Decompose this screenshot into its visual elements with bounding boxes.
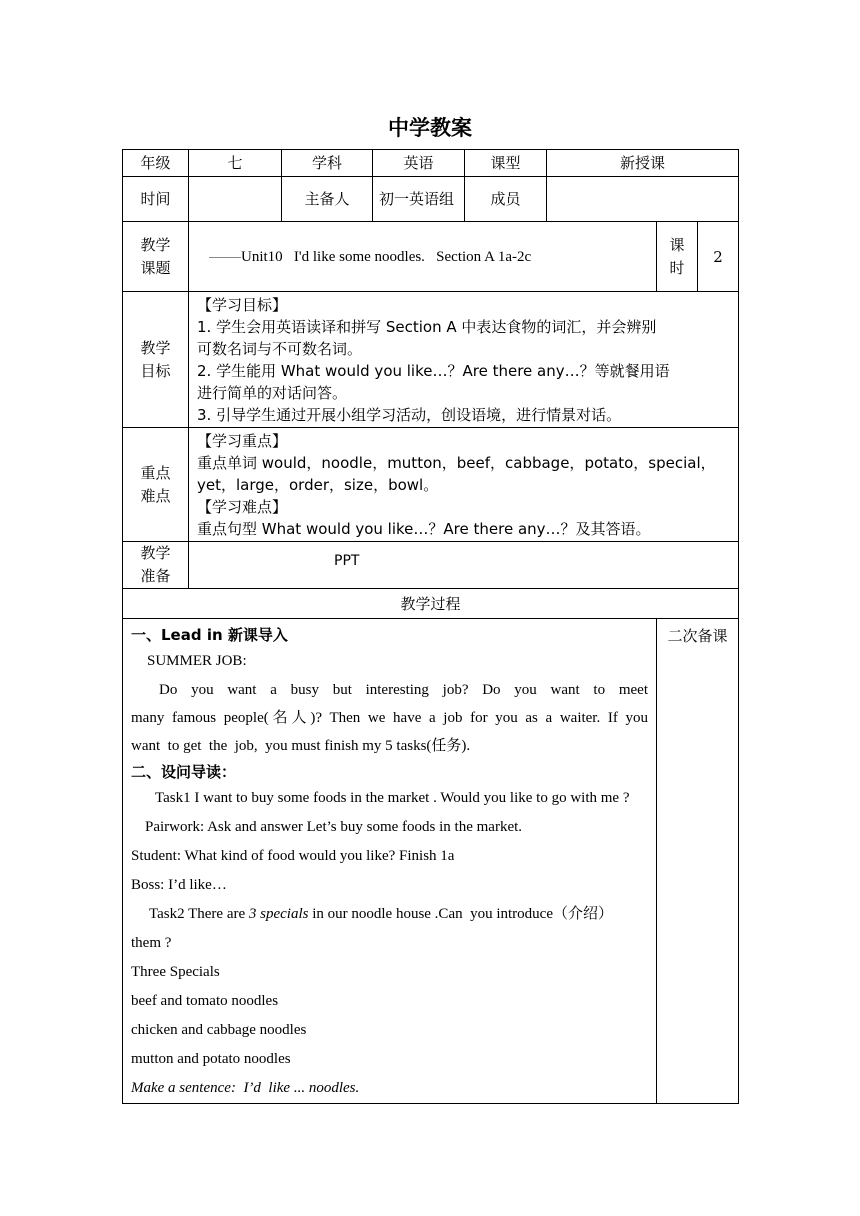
lesson-plan-table — [122, 149, 739, 1104]
intro-line: many famous people(名人)? Then we have a job for you as a waiter. If you — [131, 710, 648, 726]
key-line: yet，large，order，size，bowl。 — [197, 475, 439, 494]
grade-value: 七 — [189, 150, 282, 177]
section-lead-in: 一、Lead in 新课导入 — [131, 626, 288, 644]
members-label: 成员 — [465, 177, 547, 222]
topic-cell — [189, 222, 657, 292]
special-item: mutton and potato noodles — [131, 1051, 291, 1067]
goal-line: 3. 引导学生通过开展小组学习活动，创设语境，进行情景对话。 — [197, 405, 622, 424]
task2-text-b: in our noodle house .Can you introduce（介绍） — [308, 906, 613, 922]
specials-title: Three Specials — [131, 964, 220, 980]
task1-line: Task1 I want to buy some foods in the market . Would you like to go with me ? — [155, 790, 630, 806]
goals-cell — [189, 292, 739, 428]
student-line: Student: What kind of food would you like? Finish 1a — [131, 848, 455, 864]
intro-line: Do you want a busy but interesting job? Do you want to meet — [159, 682, 648, 698]
prep-label: 教学准备 — [123, 542, 189, 589]
goals-heading: 【学习目标】 — [197, 295, 288, 314]
blank-line — [209, 256, 241, 258]
row-time — [123, 177, 739, 222]
task2-specials: 3 specials — [248, 906, 309, 922]
row-keypoints — [123, 428, 739, 542]
row-process-header — [123, 589, 739, 619]
second-prep-cell: 二次备课 — [657, 619, 739, 1104]
make-sentence: Make a sentence: I’d like ... noodles. — [131, 1080, 360, 1096]
row-goals — [123, 292, 739, 428]
special-item: beef and tomato noodles — [131, 993, 279, 1009]
time-label: 时间 — [123, 177, 189, 222]
topic-text: Unit10 I'd like some noodles. Section A 1a-2c — [241, 249, 532, 265]
difficult-line: 重点句型 What would you like…？Are there any…？及其答语。 — [197, 519, 651, 538]
goal-line: 2. 学生能用 What would you like…？Are there any…？等就餐用语 — [197, 361, 670, 380]
keypoints-label: 重点难点 — [123, 428, 189, 542]
goal-line: 进行简单的对话问答。 — [197, 383, 348, 402]
topic-label: 教学课题 — [123, 222, 189, 292]
grade-label: 年级 — [123, 150, 189, 177]
keypoints-cell — [189, 428, 739, 542]
process-header: 教学过程 — [123, 589, 739, 619]
intro-line: want to get the job, you must finish my 5 tasks(任务). — [131, 738, 471, 754]
time-value — [189, 177, 282, 222]
row-process — [123, 619, 739, 1104]
preparer-value: 初一英语组 — [373, 177, 465, 222]
goal-line: 可数名词与不可数名词。 — [197, 339, 363, 358]
subject-label: 学科 — [282, 150, 373, 177]
goals-label: 教学目标 — [123, 292, 189, 428]
process-cell — [123, 619, 657, 1104]
summer-job: SUMMER JOB: — [147, 653, 247, 669]
type-value: 新授课 — [547, 150, 739, 177]
task2-text: Task2 There are — [149, 906, 249, 922]
prep-value: PPT — [189, 542, 739, 589]
key-heading: 【学习重点】 — [197, 431, 288, 450]
goal-line: 1. 学生会用英语读译和拼写 Section A 中表达食物的词汇，并会辨别 — [197, 317, 657, 336]
difficult-heading: 【学习难点】 — [197, 497, 288, 516]
section-guided-reading: 二、设问导读： — [131, 763, 237, 781]
periods-label: 课时 — [657, 222, 698, 292]
task2-them: them ? — [131, 935, 172, 951]
subject-value: 英语 — [373, 150, 465, 177]
periods-value: 2 — [698, 222, 739, 292]
key-line: 重点单词 would，noodle，mutton，beef，cabbage，potato，special， — [197, 453, 716, 472]
row-prep — [123, 542, 739, 589]
row-topic — [123, 222, 739, 292]
boss-line: Boss: I’d like… — [131, 877, 227, 893]
page-title: 中学教案 — [388, 116, 472, 140]
members-value — [547, 177, 739, 222]
special-item: chicken and cabbage noodles — [131, 1022, 307, 1038]
type-label: 课型 — [465, 150, 547, 177]
pairwork-line: Pairwork: Ask and answer Let’s buy some foods in the market. — [145, 819, 523, 835]
preparer-label: 主备人 — [282, 177, 373, 222]
task2-line — [131, 900, 648, 929]
row-grade — [123, 150, 739, 177]
